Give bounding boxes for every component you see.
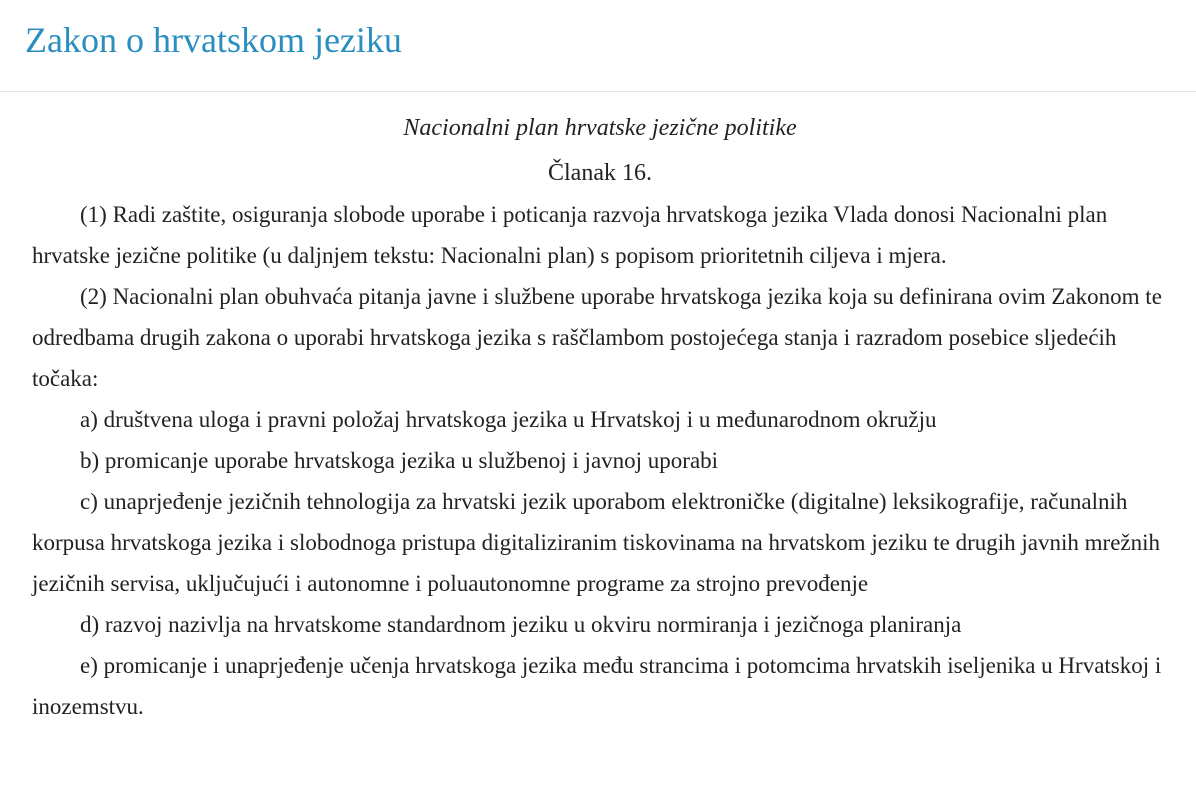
paragraph-2: (2) Nacionalni plan obuhvaća pitanja javne i službene uporabe hrvatskoga jezika koja su definirana ovim Zakonom te odredbama drugih zakona o uporabi hrvatskoga jezika s raščlambom postojećega stanja i razradom posebice sljedećih točaka: [32,284,1162,391]
list-item-b: b) promicanje uporabe hrvatskoga jezika u službenoj i javnoj uporabi [80,448,719,473]
page-header [0,0,1196,92]
section-heading: Nacionalni plan hrvatske jezične politike [403,115,797,141]
list-item-e: e) promicanje i unaprjeđenje učenja hrvatskoga jezika među strancima i potomcima hrvatskih iseljenika u Hrvatskoj i inozemstvu. [32,653,1162,719]
page-title: Zakon o hrvatskom jeziku [25,20,402,60]
paragraph-1: (1) Radi zaštite, osiguranja slobode uporabe i poticanja razvoja hrvatskoga jezika Vlada donosi Nacionalni plan hrvatske jezične politike (u daljnjem tekstu: Nacionalni plan) s popisom prioritetnih ciljeva i mjera. [32,202,1108,268]
article-number: Članak 16. [548,160,652,186]
list-item-a: a) društvena uloga i pravni položaj hrvatskoga jezika u Hrvatskoj i u međunarodnom okružju [80,407,937,432]
list-item-d: d) razvoj nazivlja na hrvatskome standardnom jeziku u okviru normiranja i jezičnoga planiranja [80,612,962,637]
article-content [0,92,1196,727]
list-item-c: c) unaprjeđenje jezičnih tehnologija za hrvatski jezik uporabom elektroničke (digitalne) leksikografije, računalnih korpusa hrvatskoga jezika i slobodnoga pristupa digitaliziranim tiskovinama na hrvatskom jeziku te drugih javnih mrežnih jezičnih servisa, uključujući i autonomne i poluautonomne programe za strojno prevođenje [32,489,1161,596]
